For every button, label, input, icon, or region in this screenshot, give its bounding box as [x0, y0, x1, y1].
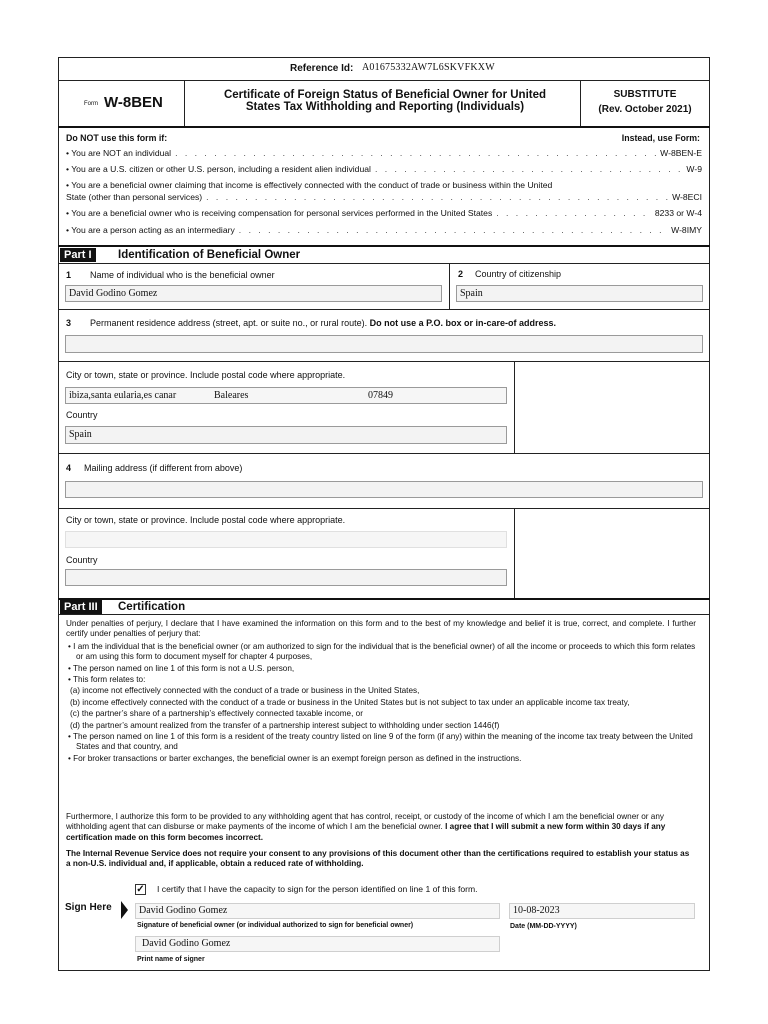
line3-label-text: Permanent residence address (street, apt. or suite no., or rural route).	[90, 318, 368, 328]
mailing-country-field[interactable]	[65, 569, 507, 586]
line3-label	[90, 318, 556, 328]
print-name-label: Print name of signer	[137, 956, 205, 963]
cert-bullet: • The person named on line 1 of this form is not a U.S. person,	[68, 663, 295, 673]
divider	[58, 508, 710, 509]
instead-use-heading: Instead, use Form:	[621, 133, 700, 143]
print-name-field[interactable]: David Godino Gomez	[135, 936, 500, 952]
line3-number: 3	[66, 318, 72, 328]
row-form: W-8BEN-E	[660, 148, 702, 158]
cert-subitem: (c) the partner’s share of a partnership’s effectively connected taxable income, or	[70, 709, 363, 719]
cert-subitem: (a) income not effectively connected with the conduct of a trade or business in the United States,	[70, 686, 420, 696]
divider	[58, 245, 710, 247]
residence-address-field[interactable]	[65, 335, 703, 353]
cert-subitem: (d) the partner’s amount realized from the transfer of a partnership interest subject to withholding under section 1446(f)	[70, 720, 500, 730]
form-title-line2: States Tax Withholding and Reporting (Individuals)	[245, 101, 525, 113]
signature-label: Signature of beneficial owner (or individual authorized to sign for beneficial owner)	[137, 922, 414, 929]
divider	[58, 80, 710, 81]
state-value: Baleares	[214, 390, 249, 401]
city2-label: City or town, state or province. Include postal code where appropriate.	[66, 515, 346, 525]
capacity-label: I certify that I have the capacity to sign for the person identified on line 1 of this form.	[157, 884, 478, 894]
row-form: W-8IMY	[671, 225, 702, 235]
cert-furthermore	[66, 812, 696, 843]
row-text: • You are NOT an individual	[66, 148, 172, 158]
do-not-use-row	[66, 148, 702, 158]
city-value: ibiza,santa eularia,es canar	[69, 390, 177, 401]
mailing-address-field[interactable]	[65, 481, 703, 498]
divider	[184, 80, 185, 126]
line2-number: 2	[458, 269, 464, 279]
country-label: Country	[66, 410, 98, 420]
citizenship-country-field[interactable]: Spain	[456, 285, 703, 302]
cert-bullet: • The person named on line 1 of this form is a resident of the treaty country listed on line 9 of the form (if any) within the meaning of the income tax treaty between the United States and that country, and	[68, 732, 693, 752]
divider	[58, 126, 710, 128]
form-small-label: Form	[84, 101, 98, 107]
part3-title: Certification	[118, 601, 186, 613]
part1-tag: Part I	[60, 248, 96, 262]
form-title	[190, 89, 580, 113]
line2-label: Country of citizenship	[475, 269, 562, 279]
line1-number: 1	[66, 270, 72, 280]
divider	[58, 309, 710, 310]
city-state-postal-field[interactable]	[65, 387, 507, 404]
row-text: • You are a person acting as an intermediary	[66, 225, 235, 235]
do-not-use-row	[66, 225, 702, 235]
postal-code-value: 07849	[368, 390, 393, 401]
row-text: • You are a beneficial owner claiming that income is effectively connected with the conduct of trade or business within the United	[66, 180, 553, 190]
cert-bullet: • I am the individual that is the beneficial owner (or am authorized to sign for the individual that is the beneficial owner) of all the income or proceeds to which this form relates or am using this form to document myself for chapter 4 purposes,	[68, 641, 696, 662]
reference-id-value: A01675332AW7L6SKVFKXW	[362, 62, 495, 73]
do-not-use-row	[66, 208, 702, 218]
line4-number: 4	[66, 463, 72, 473]
sign-arrow-icon	[121, 901, 128, 919]
beneficial-owner-name-field[interactable]: David Godino Gomez	[65, 285, 442, 302]
line3-label-bold: Do not use a P.O. box or in-care-of address.	[369, 318, 557, 328]
row-form: W-9	[686, 164, 702, 174]
cert-bullet: • This form relates to:	[68, 675, 146, 685]
country2-label: Country	[66, 555, 98, 565]
revision-label: (Rev. October 2021)	[598, 104, 692, 115]
row-form: 8233 or W-4	[654, 208, 702, 218]
do-not-use-row	[66, 164, 702, 174]
row-text: State (other than personal services)	[66, 192, 203, 202]
divider	[580, 80, 581, 126]
form-title-line1: Certificate of Foreign Status of Beneficial Owner for United	[223, 89, 547, 101]
substitute-label: SUBSTITUTE	[613, 89, 677, 100]
mailing-city-field[interactable]	[65, 531, 507, 548]
divider	[58, 263, 710, 264]
reference-id-label: Reference Id:	[290, 63, 354, 74]
date-label: Date (MM-DD-YYYY)	[510, 923, 577, 930]
furthermore-text: Furthermore, I authorize this form to be provided to any withholding agent that has control, receipt, or custody of the income of which I am the beneficial owner or any withholding agent that can disburse or make payments of the income of which I am the beneficial owner.	[66, 812, 665, 832]
row-form: W-8ECI	[672, 192, 702, 202]
cert-subitem: (b) income effectively connected with the conduct of a trade or business in the United States but is not subject to tax under an applicable income tax treaty,	[70, 697, 630, 707]
row-text: • You are a beneficial owner who is receiving compensation for personal services performed in the United States	[66, 208, 493, 218]
date-field[interactable]: 10-08-2023	[509, 903, 695, 919]
cert-intro: Under penalties of perjury, I declare that I have examined the information on this form and to the best of my knowledge and belief it is true, correct, and complete. I further certify under penalties of perjury that:	[66, 619, 696, 639]
line4-label: Mailing address (if different from above)	[84, 463, 243, 473]
do-not-use-row	[66, 192, 702, 202]
row-text: • You are a U.S. citizen or other U.S. person, including a resident alien individual	[66, 164, 371, 174]
sign-here-label: Sign Here	[65, 902, 112, 913]
do-not-use-row	[66, 180, 702, 190]
part1-title: Identification of Beneficial Owner	[118, 249, 301, 261]
divider	[58, 614, 710, 615]
divider	[514, 508, 515, 598]
do-not-use-heading: Do NOT use this form if:	[66, 133, 168, 143]
divider	[514, 361, 515, 453]
divider	[58, 453, 710, 454]
part3-tag: Part III	[60, 600, 102, 614]
city-label: City or town, state or province. Include postal code where appropriate.	[66, 370, 346, 380]
certification-text	[66, 619, 696, 765]
form-name: W-8BEN	[104, 94, 163, 111]
line1-label: Name of individual who is the beneficial owner	[90, 270, 275, 280]
residence-country-field[interactable]: Spain	[65, 426, 507, 444]
divider	[449, 263, 450, 309]
cert-irs: The Internal Revenue Service does not require your consent to any provisions of this document other than the certifications required to establish your status as a non-U.S. individual and, if applicable, obtain a reduced rate of withholding.	[66, 849, 690, 869]
divider	[58, 361, 710, 362]
cert-bullet: • For broker transactions or barter exchanges, the beneficial owner is an exempt foreign person as defined in the instructions.	[68, 753, 522, 763]
furthermore-bold: I agree that I will submit a new form within 30 days if any certification made on this form becomes incorrect.	[66, 822, 666, 842]
capacity-checkbox[interactable]: ✓	[136, 884, 145, 895]
signature-field[interactable]: David Godino Gomez	[135, 903, 500, 919]
